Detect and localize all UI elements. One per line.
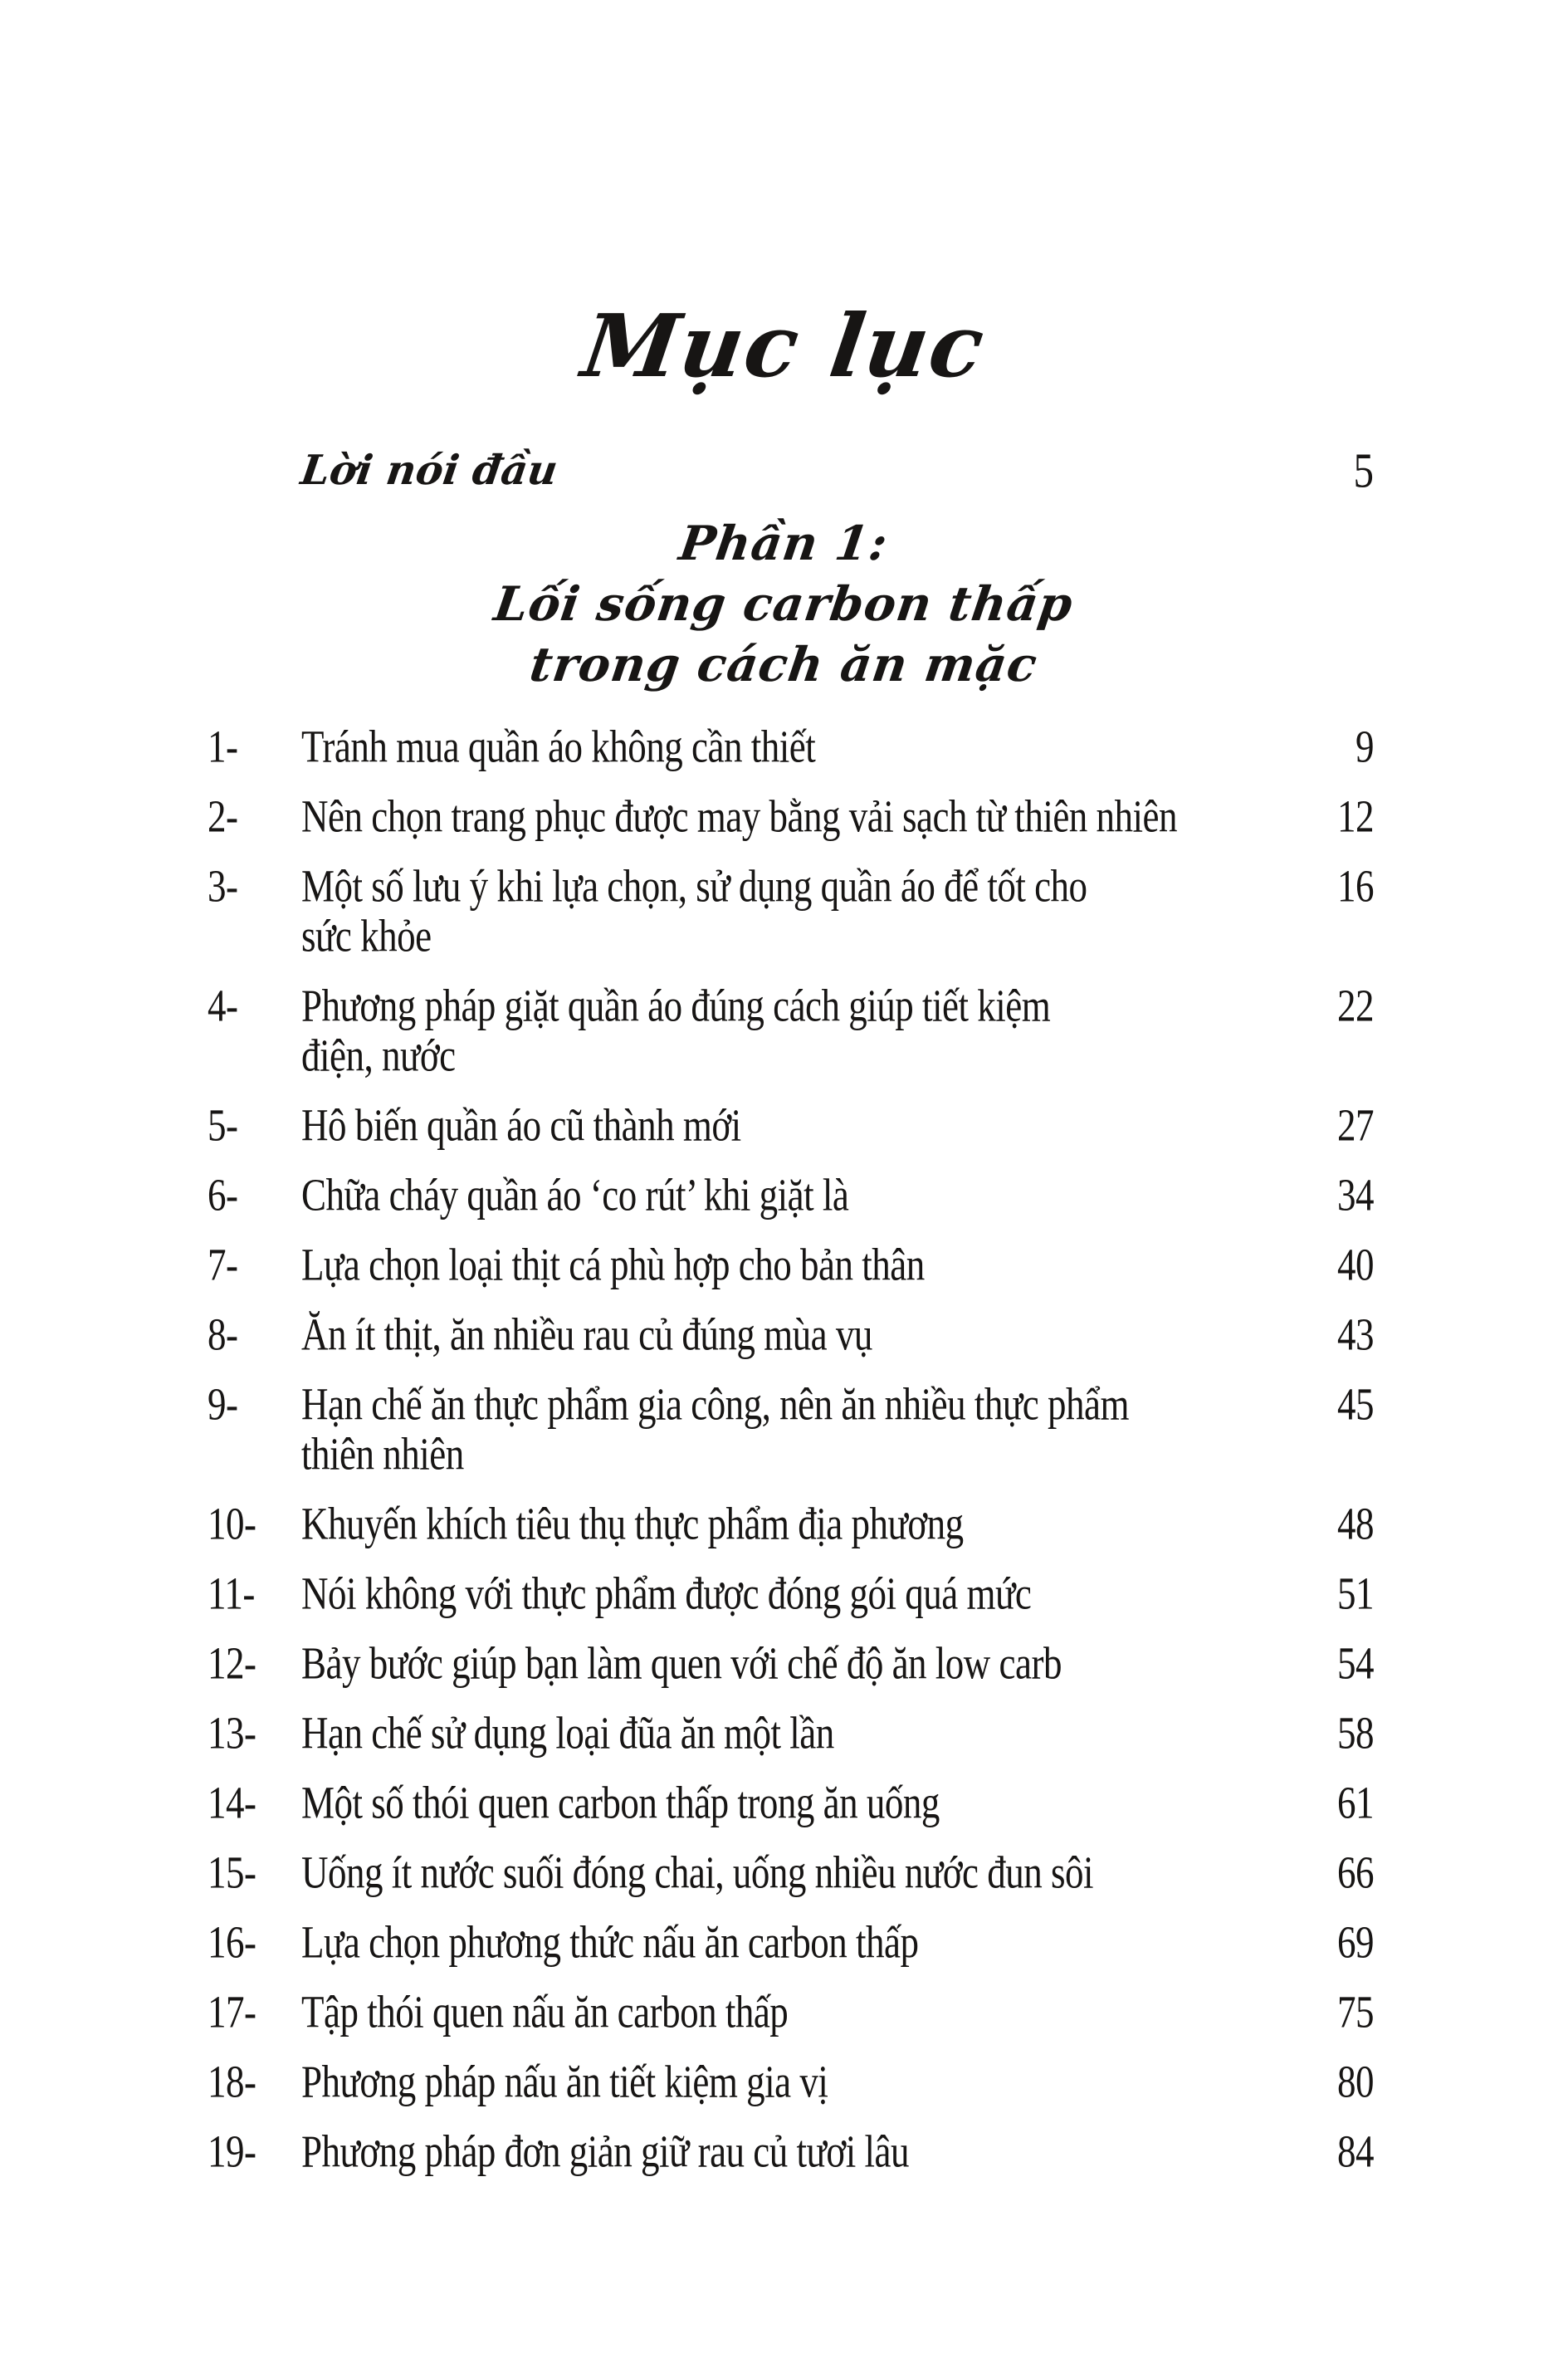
entry-number — [208, 1568, 301, 1618]
preface-label — [297, 445, 561, 495]
entry-page-number-text: 48 — [1337, 1498, 1374, 1549]
entry-title-line — [301, 1309, 1324, 1359]
entry-title-text: Phương pháp nấu ăn tiết kiệm gia vị — [301, 2056, 828, 2107]
entry-page-number-text: 16 — [1337, 860, 1374, 912]
entry-number-text: 8- — [208, 1309, 238, 1360]
entry-title — [301, 1568, 1324, 1618]
entry-number — [208, 1917, 301, 1967]
preface-page-number — [1353, 442, 1375, 498]
entry-title-text: Bảy bước giúp bạn làm quen với chế độ ăn low carb — [301, 1637, 1062, 1689]
entry-title — [301, 1708, 1324, 1758]
entry-number-text: 1- — [208, 721, 238, 772]
entry-page-number — [1337, 1379, 1374, 1429]
entry-title — [301, 791, 1324, 841]
entry-title — [301, 2126, 1324, 2176]
entry-title — [301, 722, 1342, 771]
entry-title — [301, 1847, 1324, 1897]
entry-title-text: Nên chọn trang phục được may bằng vải sạch từ thiên nhiên — [301, 790, 1178, 842]
entry-number-text: 19- — [208, 2126, 256, 2177]
entry-number — [208, 1309, 301, 1359]
entry-page-number — [1337, 1499, 1374, 1548]
entry-title-text: Hạn chế ăn thực phẩm gia công, nên ăn nhiều thực phẩm — [301, 1378, 1129, 1430]
entry-number — [208, 722, 301, 771]
entry-page-number-text: 75 — [1337, 1986, 1374, 2037]
entry-title-line — [301, 722, 1342, 771]
entry-page-number — [1337, 2126, 1374, 2176]
entry-title-text: điện, nước — [301, 1030, 456, 1081]
entry-title-line — [301, 1778, 1324, 1827]
entry-title-text: Nói không với thực phẩm được đóng gói quá mức — [301, 1568, 1032, 1619]
toc-entry — [208, 1499, 1374, 1548]
entry-title-text: Tránh mua quần áo không cần thiết — [301, 721, 816, 772]
entry-number-text: 13- — [208, 1707, 256, 1759]
part-heading-line2 — [0, 574, 1568, 634]
entry-number-text: 4- — [208, 980, 238, 1031]
entry-number — [208, 1778, 301, 1827]
entry-title-line — [301, 1987, 1324, 2037]
toc-entry — [208, 1100, 1374, 1150]
toc-entry — [208, 1240, 1374, 1289]
entry-title-text: Một số lưu ý khi lựa chọn, sử dụng quần áo để tốt cho — [301, 860, 1087, 912]
entry-page-number — [1337, 981, 1374, 1030]
entry-number-text: 15- — [208, 1847, 256, 1898]
entry-page-number — [1337, 1240, 1374, 1289]
toc-entry — [208, 1379, 1374, 1479]
entry-number-text: 10- — [208, 1498, 256, 1549]
entry-page-number-text: 66 — [1337, 1847, 1374, 1898]
entry-page-number — [1337, 1917, 1374, 1967]
part-heading-line1 — [0, 513, 1568, 574]
entry-title-text: Phương pháp đơn giản giữ rau củ tươi lâu — [301, 2126, 909, 2177]
entry-number — [208, 1499, 301, 1548]
toc-entry — [208, 1568, 1374, 1618]
toc-entry — [208, 722, 1374, 771]
part-heading-line2-text: Lối sống carbon thấp — [491, 576, 1077, 632]
entry-title-line — [301, 1847, 1324, 1897]
entry-page-number-text: 84 — [1337, 2126, 1374, 2177]
entry-title-line — [301, 2057, 1324, 2106]
toc-entry — [208, 791, 1374, 841]
entry-title-line — [301, 1240, 1324, 1289]
entry-page-number-text: 51 — [1337, 1568, 1374, 1619]
entry-number — [208, 1708, 301, 1758]
entry-page-number — [1337, 1708, 1374, 1758]
entry-title-line — [301, 1379, 1324, 1429]
entry-number — [208, 981, 301, 1030]
entry-title — [301, 1379, 1324, 1479]
entry-title-line — [301, 1030, 1324, 1080]
entry-number-text: 5- — [208, 1099, 238, 1151]
toc-entry — [208, 1170, 1374, 1220]
entry-number-text: 7- — [208, 1239, 238, 1290]
entry-page-number — [1337, 1847, 1374, 1897]
part-heading-line3 — [0, 634, 1568, 695]
toc-entry — [208, 1309, 1374, 1359]
entry-number-text: 3- — [208, 860, 238, 912]
entry-title-text: Lựa chọn phương thức nấu ăn carbon thấp — [301, 1916, 919, 1968]
preface-label-text: Lời nói đầu — [297, 446, 561, 494]
toc-entry — [208, 1708, 1374, 1758]
entry-title-line — [301, 1917, 1324, 1967]
entry-number — [208, 1240, 301, 1289]
entry-title-line — [301, 1170, 1324, 1220]
entry-title-line — [301, 1100, 1324, 1150]
entry-number-text: 6- — [208, 1169, 238, 1221]
entry-page-number — [1337, 1638, 1374, 1688]
entry-page-number — [1337, 1568, 1374, 1618]
entry-title — [301, 1100, 1324, 1150]
entry-page-number — [1337, 1170, 1374, 1220]
entry-title-line — [301, 1568, 1324, 1618]
preface-row — [297, 442, 1374, 498]
entry-title — [301, 1309, 1324, 1359]
entry-number-text: 2- — [208, 790, 238, 842]
entry-page-number-text: 80 — [1337, 2056, 1374, 2107]
entry-title-text: Lựa chọn loại thịt cá phù hợp cho bản thân — [301, 1239, 925, 1290]
entry-number-text: 16- — [208, 1916, 256, 1968]
entry-page-number-text: 40 — [1337, 1239, 1374, 1290]
toc-entry — [208, 2057, 1374, 2106]
page-title — [0, 295, 1568, 397]
entry-number-text: 17- — [208, 1986, 256, 2037]
toc-entry — [208, 1847, 1374, 1897]
entry-page-number-text: 45 — [1337, 1378, 1374, 1430]
entry-page-number-text: 58 — [1337, 1707, 1374, 1759]
entry-title-line — [301, 2126, 1324, 2176]
part-heading — [0, 513, 1568, 695]
entry-number — [208, 1987, 301, 2037]
entry-page-number-text: 12 — [1337, 790, 1374, 842]
entry-title-text: Khuyến khích tiêu thụ thực phẩm địa phương — [301, 1498, 964, 1549]
entry-title — [301, 1499, 1324, 1548]
entry-page-number — [1356, 722, 1374, 771]
entry-title — [301, 1987, 1324, 2037]
entry-title-text: Một số thói quen carbon thấp trong ăn uống — [301, 1777, 940, 1828]
entry-title-text: Phương pháp giặt quần áo đúng cách giúp tiết kiệm — [301, 980, 1051, 1031]
entry-page-number-text: 61 — [1337, 1777, 1374, 1828]
entry-number — [208, 2057, 301, 2106]
toc-entry — [208, 981, 1374, 1080]
entry-page-number — [1337, 1778, 1374, 1827]
entry-page-number-text: 27 — [1337, 1099, 1374, 1151]
entry-number — [208, 1379, 301, 1429]
entry-title — [301, 1240, 1324, 1289]
toc-entry — [208, 1987, 1374, 2037]
entry-title-line — [301, 981, 1324, 1030]
entry-number — [208, 1170, 301, 1220]
entry-title-text: sức khỏe — [301, 910, 432, 961]
entry-page-number-text: 54 — [1337, 1637, 1374, 1689]
entry-title-text: Hạn chế sử dụng loại đũa ăn một lần — [301, 1707, 834, 1759]
toc-entry — [208, 1638, 1374, 1688]
entry-number — [208, 1100, 301, 1150]
entry-title — [301, 1170, 1324, 1220]
entry-title-text: thiên nhiên — [301, 1428, 464, 1480]
entry-title-text: Uống ít nước suối đóng chai, uống nhiều nước đun sôi — [301, 1847, 1094, 1898]
entry-number-text: 11- — [208, 1568, 255, 1619]
entry-title — [301, 861, 1324, 961]
entry-title — [301, 981, 1324, 1080]
entry-title — [301, 2057, 1324, 2106]
toc-entry — [208, 1778, 1374, 1827]
toc-entry — [208, 861, 1374, 961]
entry-title-line — [301, 1499, 1324, 1548]
entry-number — [208, 2126, 301, 2176]
toc-entry — [208, 1917, 1374, 1967]
toc-list — [208, 722, 1374, 2196]
entry-page-number-text: 34 — [1337, 1169, 1374, 1221]
toc-entry — [208, 2126, 1374, 2176]
entry-page-number-text: 69 — [1337, 1916, 1374, 1968]
entry-title-line — [301, 791, 1324, 841]
page-title-text: Mục lục — [576, 295, 992, 397]
entry-page-number — [1337, 1309, 1374, 1359]
entry-title-line — [301, 1638, 1324, 1688]
entry-page-number — [1337, 2057, 1374, 2106]
entry-page-number-text: 22 — [1337, 980, 1374, 1031]
entry-number-text: 18- — [208, 2056, 256, 2107]
entry-page-number — [1337, 1987, 1374, 2037]
entry-number-text: 14- — [208, 1777, 256, 1828]
entry-title-line — [301, 861, 1324, 911]
entry-title-line — [301, 911, 1324, 961]
entry-number-text: 9- — [208, 1378, 238, 1430]
entry-page-number — [1337, 791, 1374, 841]
part-heading-line3-text: trong cách ăn mặc — [526, 637, 1042, 692]
entry-title — [301, 1917, 1324, 1967]
entry-number-text: 12- — [208, 1637, 256, 1689]
entry-number — [208, 1847, 301, 1897]
preface-page-number-text: 5 — [1353, 442, 1374, 498]
part-heading-line1-text: Phần 1: — [676, 516, 892, 571]
entry-title-text: Tập thói quen nấu ăn carbon thấp — [301, 1986, 789, 2037]
entry-page-number — [1337, 1100, 1374, 1150]
entry-number — [208, 861, 301, 911]
entry-title-text: Ăn ít thịt, ăn nhiều rau củ đúng mùa vụ — [301, 1309, 872, 1360]
entry-title-line — [301, 1708, 1324, 1758]
entry-title-text: Hô biến quần áo cũ thành mới — [301, 1099, 741, 1151]
entry-page-number — [1337, 861, 1374, 911]
entry-title-line — [301, 1429, 1324, 1479]
entry-title-text: Chữa cháy quần áo ‘co rút’ khi giặt là — [301, 1169, 849, 1221]
entry-title — [301, 1638, 1324, 1688]
entry-page-number-text: 43 — [1337, 1309, 1374, 1360]
entry-title — [301, 1778, 1324, 1827]
entry-number — [208, 791, 301, 841]
entry-number — [208, 1638, 301, 1688]
entry-page-number-text: 9 — [1356, 721, 1374, 772]
